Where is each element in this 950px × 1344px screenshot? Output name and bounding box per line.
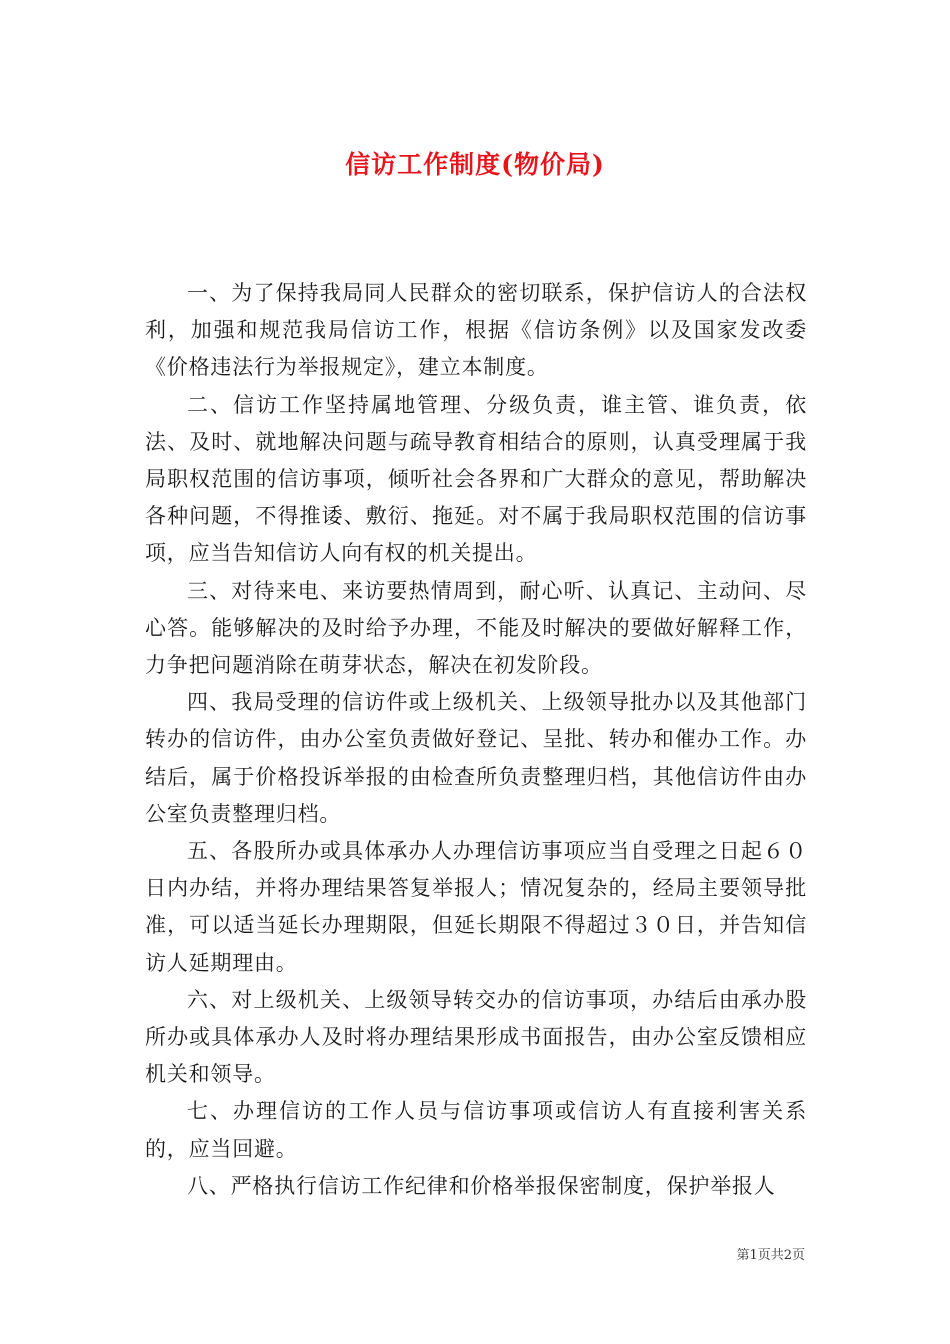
document-body: [145, 275, 807, 1205]
paragraph-8: 八、严格执行信访工作纪律和价格举报保密制度，保护举报人: [187, 1173, 776, 1198]
paragraph-4: 四、我局受理的信访件或上级机关、上级领导批办以及其他部门转办的信访件，由办公室负责做好登记、呈批、转办和催办工作。办结后，属于价格投诉举报的由检查所负责整理归档，其他信访件由办公室负责整理归档。: [145, 690, 807, 826]
paragraph-3: 三、对待来电、来访要热情周到，耐心听、认真记、主动问、尽心答。能够解决的及时给予办理，不能及时解决的要做好解释工作，力争把问题消除在萌芽状态，解决在初发阶段。: [145, 578, 807, 678]
paragraph-6: 六、对上级机关、上级领导转交办的信访事项，办结后由承办股所办或具体承办人及时将办理结果形成书面报告，由办公室反馈相应机关和领导。: [145, 987, 807, 1087]
paragraph-1: 一、为了保持我局同人民群众的密切联系，保护信访人的合法权利，加强和规范我局信访工作，根据《信访条例》以及国家发改委《价格违法行为举报规定》，建立本制度。: [145, 281, 807, 380]
paragraph-5: 五、各股所办或具体承办人办理信访事项应当自受理之日起６０日内办结，并将办理结果答复举报人；情况复杂的，经局主要领导批准，可以适当延长办理期限，但延长期限不得超过３０日，并告知信访人延期理由。: [145, 839, 807, 975]
page-number: 第1页共2页: [736, 1248, 805, 1263]
paragraph-7: 七、办理信访的工作人员与信访事项或信访人有直接利害关系的，应当回避。: [145, 1099, 807, 1161]
document-title: 信访工作制度(物价局): [345, 149, 605, 179]
paragraph-2: 二、信访工作坚持属地管理、分级负责，谁主管、谁负责，依法、及时、就地解决问题与疏导教育相结合的原则，认真受理属于我局职权范围的信访事项，倾听社会各界和广大群众的意见，帮助解决各种问题，不得推诿、敷衍、拖延。对不属于我局职权范围的信访事项，应当告知信访人向有权的机关提出。: [145, 392, 807, 566]
